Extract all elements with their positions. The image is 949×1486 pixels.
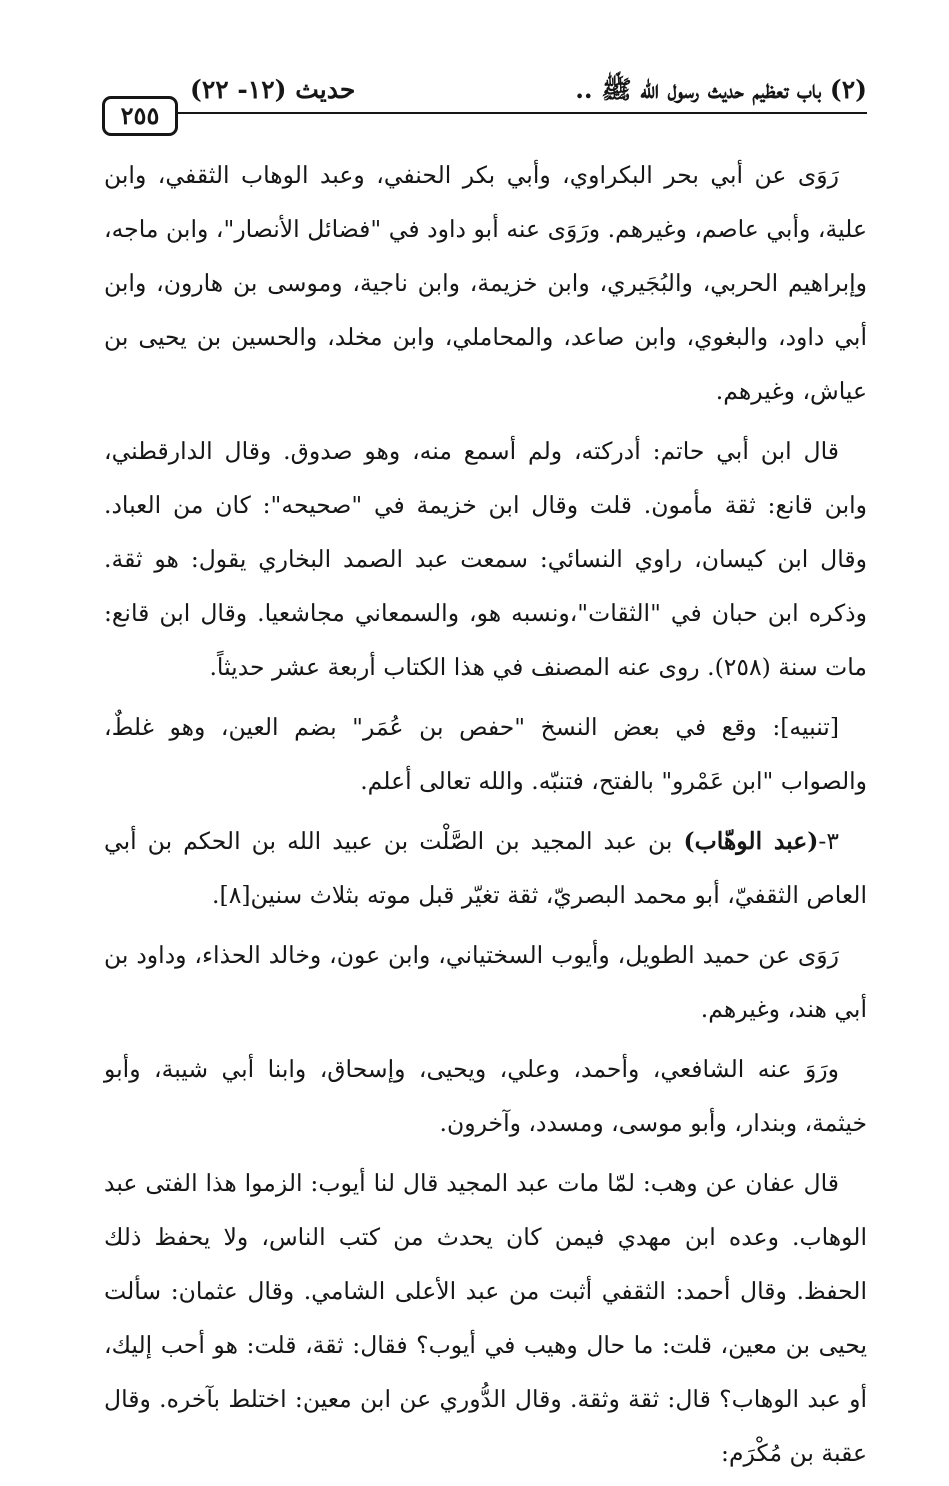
page-number: ٢٥٥	[102, 96, 178, 136]
header-divider	[175, 112, 867, 114]
critics-paragraph: قال عفان عن وهب: لمّا مات عبد المجيد قال لنا أيوب: الزموا هذا الفتى عبد الوهاب. وعده ابن مهدي فيمن كان يحدث من كتب الناس، ولا يحفظ ذلك الحفظ. وقال أحمد: الثقفي أثبت من عبد الأعلى الشامي. وقال عثمان: سألت يحيى بن معين، قلت: ما حال وهيب في أيوب؟ فقال: ثقة، قلت: هو أحب إليك، أو عبد الوهاب؟ قال: ثقة وثقة. وقال الدُّوري عن ابن معين: اختلط بآخره. وقال عقبة بن مُكْرَم:	[104, 1169, 867, 1467]
note-paragraph: [تنبيه]: وقع في بعض النسخ "حفص بن عُمَر" بضم العين، وهو غلطٌ، والصواب "ابن عَمْرو" بالفتح، فتنبّه. والله تعالى أعلم.	[104, 713, 867, 795]
hadith-range: حديث (١٢- ٢٢)	[190, 75, 356, 104]
page-body	[104, 148, 867, 1486]
entry-name: (عبد الوهّاب)	[683, 827, 819, 855]
students-paragraph: ورَوَ عنه الشافعي، وأحمد، وعلي، ويحيى، وإسحاق، وابنا أبي شيبة، وأبو خيثمة، وبندار، وأبو موسى، ومسدد، وآخرون.	[104, 1055, 867, 1137]
teachers-paragraph: رَوَى عن حميد الطويل، وأيوب السختياني، وابن عون، وخالد الحذاء، وداود بن أبي هند، وغيرهم.	[104, 941, 867, 1023]
narrator-entry	[104, 814, 867, 922]
chapter-title: (٢) باب تعظيم حديث رسول الله ﷺ ..	[575, 75, 867, 104]
narrators-paragraph: رَوَى عن أبي بحر البكراوي، وأبي بكر الحنفي، وعبد الوهاب الثقفي، وابن علية، وأبي عاصم، وغيرهم. ورَوَى عنه أبو داود في "فضائل الأنصار"، وابن ماجه، وإبراهيم الحربي، والبُجَيري، وابن خزيمة، وابن ناجية، وموسى بن هارون، وابن أبي داود، والبغوي، وابن صاعد، والمحاملي، وابن مخلد، والحسين بن يحيى بن عياش، وغيرهم.	[104, 161, 867, 405]
evaluation-paragraph: قال ابن أبي حاتم: أدركته، ولم أسمع منه، وهو صدوق. وقال الدارقطني، وابن قانع: ثقة مأمون. قلت وقال ابن خزيمة في "صحيحه": كان من العباد. وقال ابن كيسان، راوي النسائي: سمعت عبد الصمد البخاري يقول: هو ثقة. وذكره ابن حبان في "الثقات"،ونسبه هو، والسمعاني مجاشعيا. وقال ابن قانع: مات سنة (٢٥٨). روى عنه المصنف في هذا الكتاب أربعة عشر حديثاً.	[104, 437, 867, 681]
entry-text: بن عبد المجيد بن الصَّلْت بن عبيد الله بن الحكم بن أبي العاص الثقفيّ، أبو محمد البصريّ، ثقة تغيّر قبل موته بثلاث سنين[٨].	[104, 827, 867, 909]
entry-number: ٣-	[818, 827, 839, 855]
